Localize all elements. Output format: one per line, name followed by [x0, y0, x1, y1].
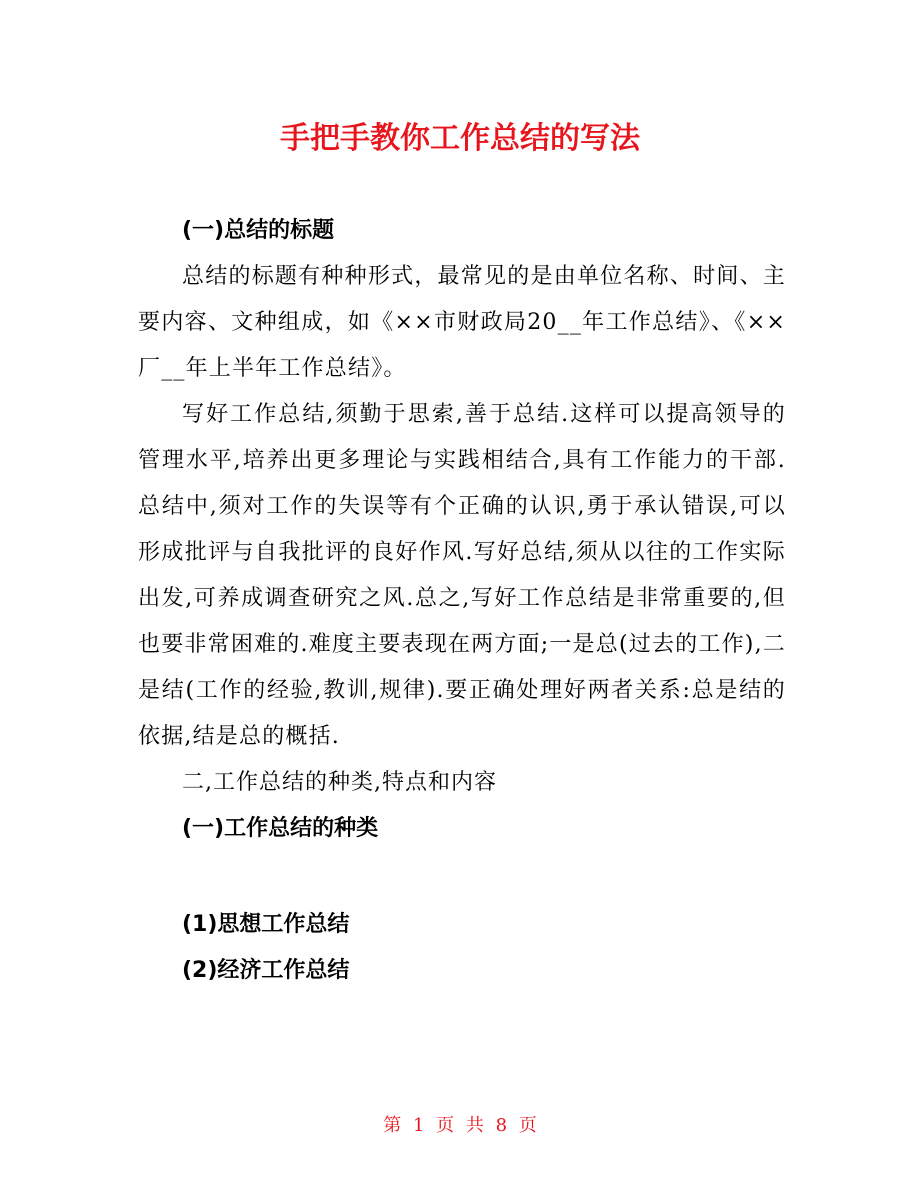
section-heading-title: (一)总结的标题 — [182, 218, 335, 243]
document-body — [138, 208, 786, 994]
section-heading-types: 二,工作总结的种类,特点和内容 — [182, 770, 497, 795]
list-item: (1)思想工作总结 — [182, 912, 350, 937]
subsection-heading-types: (一)工作总结的种类 — [182, 816, 379, 841]
list-item: (2)经济工作总结 — [182, 958, 350, 983]
paragraph-title-forms: 总结的标题有种种形式，最常见的是由单位名称、时间、主要内容、文种组成，如《××市财政局20__年工作总结》、《××厂__年上半年工作总结》。 — [138, 264, 786, 381]
page-number-footer: 第 1 页 共 8 页 — [383, 1115, 537, 1136]
paragraph-importance: 写好工作总结,须勤于思索,善于总结.这样可以提高领导的管理水平,培养出更多理论与实践相结合,具有工作能力的干部.总结中,须对工作的失误等有个正确的认识,勇于承认错误,可以形成批评与自我批评的良好作风.写好总结,须从以往的工作实际出发,可养成调查研究之风.总之,写好工作总结是非常重要的,但也要非常困难的.难度主要表现在两方面;一是总(过去的工作),二是结(工作的经验,教训,规律).要正确处理好两者关系:总是结的依据,结是总的概括. — [138, 402, 786, 749]
spacer — [138, 852, 786, 902]
document-title: 手把手教你工作总结的写法 — [280, 121, 640, 156]
